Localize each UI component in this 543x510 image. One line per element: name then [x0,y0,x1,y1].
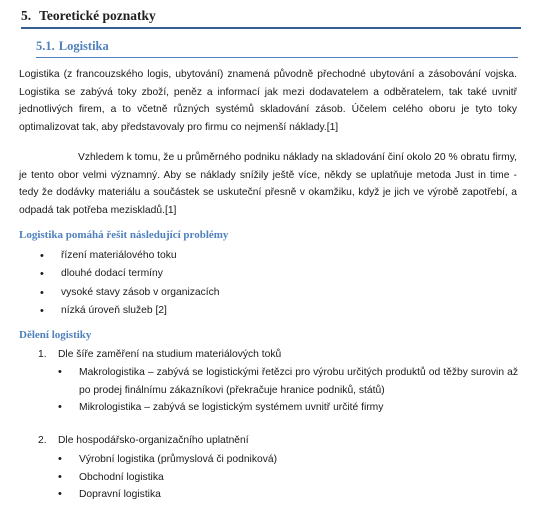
list-item: • Výrobní logistika (průmyslová či podniková) [79,451,518,469]
list-item: • Obchodní logistika [79,469,518,487]
group-title: Dle hospodářsko-organizačního uplatnění [58,435,249,446]
subsection-title: Logistika [58,39,109,53]
list-item: • vysoké stavy zásob v organizacích [61,284,501,302]
section-number: 5. [21,8,32,23]
section-heading [21,8,521,29]
list-item: • Mikrologistika – zabývá se logistickým systémem uvnitř určité firmy [79,399,518,417]
subsection-number: 5.1. [36,39,55,53]
section-title: Teoretické poznatky [39,8,156,23]
division-heading: Dělení logistiky [19,329,92,341]
division-group-2-list [79,451,518,504]
list-item: • Makrologistika – zabývá se logistickými řetězci pro výrobu určitých produktů od těžby surovin až po prodej finálnímu zákazníkovi (překračuje hranice podniků, států) [79,364,518,399]
problems-list [61,247,501,320]
subsection-heading [36,39,518,58]
list-item: • nízká úroveň služeb [2] [61,302,501,320]
group-number: 1. [38,349,47,360]
division-group-1-list [79,364,518,417]
division-group-1-title [38,346,282,364]
list-item: • dlouhé dodací termíny [61,265,501,283]
paragraph-intro: Logistika (z francouzského logis, ubytování) znamená původně přechodné ubytování a zásobování vojska. Logistika se zabývá toky zboží, peněz a informací jak mezi dodavatelem a odběratelem, tak také uvnitř jednotlivých firem, a to včetně různých systémů skladování zásob. Účelem celého oboru je tyto toky optimalizovat tak, aby představovaly pro firmu co nejmenší náklady.[1] [19,69,517,133]
list-item: • Dopravní logistika [79,486,518,504]
problems-heading: Logistika pomáhá řešit následující problémy [19,229,229,241]
division-group-2-title [38,432,249,450]
paragraph-costs: Vzhledem k tomu, že u průměrného podniku náklady na skladování činí okolo 20 % obratu firmy, je tento obor velmi významný. Aby se náklady snížily ještě více, někdy se uplatňuje metoda Just in time - tedy že dodávky materiálu a součástek se uskuteční přesně v okamžiku, když je jich ve výrobě zapotřebí, a odpadá tak potřeba meziskladů.[1] [19,152,517,216]
group-number: 2. [38,435,47,446]
group-title: Dle šíře zaměření na studium materiálových toků [58,349,282,360]
list-item: • řízení materiálového toku [61,247,501,265]
